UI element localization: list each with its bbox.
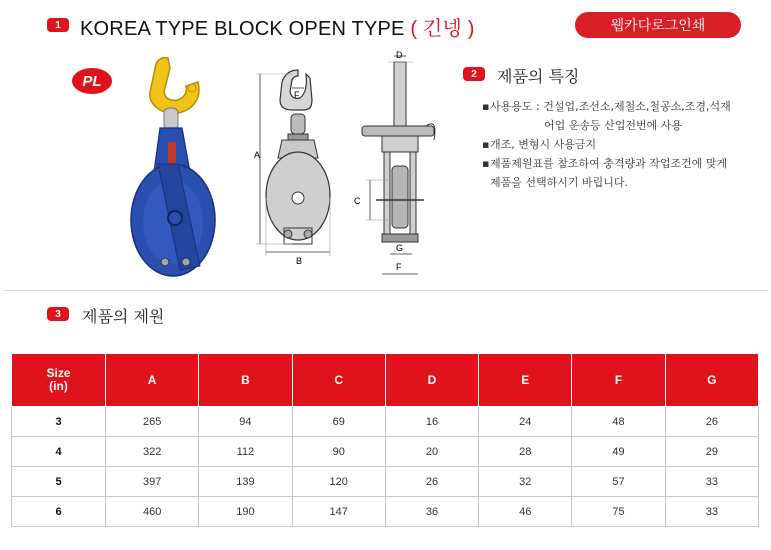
table-cell: 190	[199, 497, 292, 527]
pl-logo: PL	[72, 68, 112, 94]
table-header-row	[12, 354, 759, 407]
table-cell: 3	[12, 407, 106, 437]
table-cell: 90	[292, 437, 385, 467]
page-title-main: KOREA TYPE BLOCK OPEN TYPE	[80, 18, 405, 40]
dim-label-f-hook: F	[294, 90, 300, 100]
table-row	[12, 497, 759, 527]
header-a: A	[106, 354, 199, 407]
table-cell: 36	[385, 497, 478, 527]
header-e: E	[479, 354, 572, 407]
table-cell: 322	[106, 437, 199, 467]
table-cell: 460	[106, 497, 199, 527]
front-view-drawing	[248, 48, 348, 278]
table-cell: 75	[572, 497, 665, 527]
page-title	[80, 12, 475, 41]
bullet-icon: ▪	[482, 157, 490, 170]
table-cell: 32	[479, 467, 572, 497]
feature-line: 어업 운송등 산업전번에 사용	[544, 119, 683, 132]
features-list	[480, 97, 765, 192]
web-catalog-print-button[interactable]: 웹카다로그인쇄	[575, 12, 741, 38]
table-cell: 28	[479, 437, 572, 467]
dim-label-c: C	[354, 196, 361, 206]
dim-label-b: B	[296, 256, 303, 266]
table-cell: 120	[292, 467, 385, 497]
table-cell: 139	[199, 467, 292, 497]
table-cell: 16	[385, 407, 478, 437]
section-badge-1: 1	[47, 18, 69, 32]
page-title-korean: ( 긴넹 )	[410, 18, 475, 40]
bullet-icon: ▪	[482, 100, 490, 113]
table-cell: 46	[479, 497, 572, 527]
table-cell: 33	[665, 497, 758, 527]
table-cell: 33	[665, 467, 758, 497]
section-divider	[4, 290, 768, 291]
table-cell: 24	[479, 407, 572, 437]
table-row	[12, 437, 759, 467]
bullet-icon: ▪	[482, 138, 490, 151]
header-d: D	[385, 354, 478, 407]
dim-label-f-side: F	[396, 262, 402, 272]
section-badge-2: 2	[463, 67, 485, 81]
table-cell: 94	[199, 407, 292, 437]
list-item	[480, 135, 765, 154]
dim-label-a: A	[254, 150, 261, 160]
product-photo	[120, 52, 230, 282]
header-f: F	[572, 354, 665, 407]
table-cell: 4	[12, 437, 106, 467]
header-c: C	[292, 354, 385, 407]
table-cell: 49	[572, 437, 665, 467]
table-row	[12, 407, 759, 437]
specs-title: 제품의 제원	[82, 307, 165, 326]
feature-line: 제품제원표를 참조하여 충격량과 작업조건에 맞게	[490, 157, 728, 170]
table-row	[12, 467, 759, 497]
table-cell: 69	[292, 407, 385, 437]
table-cell: 6	[12, 497, 106, 527]
list-item	[480, 97, 765, 135]
table-cell: 57	[572, 467, 665, 497]
spec-table	[11, 353, 759, 527]
table-cell: 26	[385, 467, 478, 497]
feature-line: 제품을 선택하시기 바립니다.	[490, 176, 629, 189]
table-cell: 20	[385, 437, 478, 467]
feature-line: 사용용도 : 건설업,조선소,제철소,철공소,조경,석재	[490, 100, 731, 113]
header-size: Size (in)	[12, 354, 106, 407]
header-b: B	[199, 354, 292, 407]
list-item	[480, 154, 765, 192]
table-cell: 29	[665, 437, 758, 467]
side-view-drawing	[346, 48, 446, 278]
table-cell: 265	[106, 407, 199, 437]
table-cell: 48	[572, 407, 665, 437]
dim-label-d: D	[396, 50, 403, 60]
table-cell: 397	[106, 467, 199, 497]
table-cell: 26	[665, 407, 758, 437]
features-title: 제품의 특징	[497, 67, 580, 86]
dim-label-g: G	[396, 243, 404, 253]
table-cell: 5	[12, 467, 106, 497]
table-cell: 112	[199, 437, 292, 467]
section-badge-3: 3	[47, 307, 69, 321]
feature-line: 개조, 변형시 사용금지	[490, 138, 597, 151]
table-cell: 147	[292, 497, 385, 527]
header-g: G	[665, 354, 758, 407]
